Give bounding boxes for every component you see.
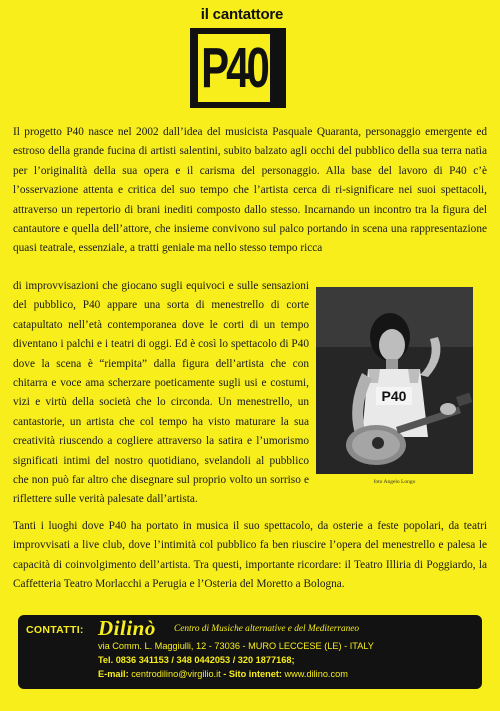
paragraph-intro: Il progetto P40 nasce nel 2002 dall’idea del musicista Pasquale Quaranta, personaggio emergente ed estroso della grande fucina di artisti salentini, subito balzato agli occhi del pubblico della sua terra natìa per l’originalità della sua opera e il carisma del personaggio. Alla base del lavoro di P40 c’è l’osservazione attenta e critica del suo tempo che l’artista cerca di ri-significare nei suoi spettacoli, attraverso un repertorio di brani inediti composto dallo stesso. Incarnando un incontro tra la figura del cantautore e quella dell’attore, che insieme convivono sul palco portando in scena una rappresentazione quasi teatrale, essenziale, a tratti geniale ma nello stesso tempo ricca (13, 126, 487, 255)
contact-footer (18, 615, 482, 689)
logo-box (190, 28, 286, 108)
artist-photo (316, 287, 473, 474)
address: via Comm. L. Maggiulli, 12 - 73036 - MURO LECCESE (LE) - ITALY (98, 641, 374, 651)
email-link[interactable]: centrodilino@virgilio.it (131, 669, 221, 679)
p40-logo (186, 6, 292, 110)
logo-title: il cantattore (200, 6, 284, 23)
paragraph-intro-continued: di improvvisazioni che giocano sugli equivoci e sulle sensazioni del pubblico, P40 appare una sorta di menestrello di corte catapultato nell’età contemporanea dove le corti di un tempo diventano i palchi e i teatri di oggi. Ed è così lo spettacolo di P40 dove la scena è “riempita” dalla figura dell’artista che con chitarra e voce ama scherzare poeticamente sugli usi e costumi, vizi e virtù della società che lo circonda. Un menestrello, un cantastorie, un artista che col tempo ha visto maturare la sua creatività riuscendo a cogliere attraverso la satira e l’umorismo significati intimi del nostro quotidiano, svelandoli al pubblico che non può far altro che disegnare sul proprio volto un sorriso e riflettere sulle verità palesate dall’artista. (13, 280, 309, 506)
logo-mark: P40 (201, 35, 267, 100)
contacts-label: CONTATTI: (26, 624, 84, 636)
brand-logo: Dilinò (98, 616, 156, 640)
website-link[interactable]: www.dilino.com (284, 669, 348, 679)
telephone: Tel. 0836 341153 / 348 0442053 / 320 1877168; (98, 655, 295, 665)
artist-photo-graphic (316, 287, 473, 474)
email-label: E-mail: (98, 669, 129, 679)
paragraph-venues: Tanti i luoghi dove P40 ha portato in musica il suo spettacolo, da osterie a feste popolari, da teatri improvvisati a live club, dove l’intimità col pubblico fa ben riuscire l’opera del menestrello e palesa le capacità di coinvolgimento dell’artista. Tra questi, importante ricordare: il Teatro Illiria di Poggiardo, la Caffetteria Teatro Morlacchi a Perugia e l’Osteria del Moretto a Bologna. (13, 520, 487, 591)
photo-caption: foto Angelo Longo (373, 479, 416, 485)
brand-tagline: Centro di Musiche alternative e del Mediterraneo (174, 624, 360, 634)
shirt-logo: P40 (381, 388, 407, 404)
email-site-line (98, 669, 348, 679)
site-label: - Sito intenet: (223, 669, 282, 679)
